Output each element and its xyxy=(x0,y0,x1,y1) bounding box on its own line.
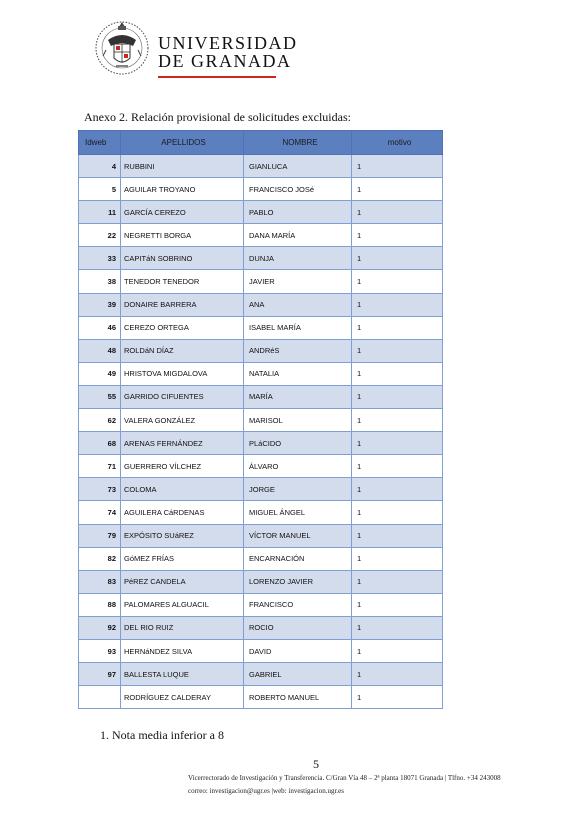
cell-nombre: DANA MARÍA xyxy=(244,224,352,247)
table-row xyxy=(79,432,443,455)
cell-nombre: ANA xyxy=(244,293,352,316)
table-row xyxy=(79,409,443,432)
cell-apellidos: CAPITáN SOBRINO xyxy=(121,247,244,270)
cell-motivo: 1 xyxy=(352,455,443,478)
cell-nombre: ROCIO xyxy=(244,616,352,639)
table-row xyxy=(79,270,443,293)
cell-motivo: 1 xyxy=(352,362,443,385)
cell-idweb: 39 xyxy=(79,293,121,316)
cell-apellidos: PéREZ CANDELA xyxy=(121,570,244,593)
cell-apellidos: AGUILERA CáRDENAS xyxy=(121,501,244,524)
table-row xyxy=(79,616,443,639)
cell-idweb: 97 xyxy=(79,663,121,686)
cell-motivo: 1 xyxy=(352,663,443,686)
cell-apellidos: ARENAS FERNÁNDEZ xyxy=(121,432,244,455)
cell-apellidos: HERNáNDEZ SILVA xyxy=(121,639,244,662)
cell-idweb: 5 xyxy=(79,178,121,201)
cell-apellidos: GARRIDO CIFUENTES xyxy=(121,385,244,408)
cell-nombre: MARISOL xyxy=(244,409,352,432)
cell-apellidos: VALERA GONZÁLEZ xyxy=(121,409,244,432)
cell-motivo: 1 xyxy=(352,524,443,547)
cell-motivo: 1 xyxy=(352,201,443,224)
cell-motivo: 1 xyxy=(352,686,443,709)
cell-nombre: PLáCIDO xyxy=(244,432,352,455)
cell-apellidos: DEL RIO RUIZ xyxy=(121,616,244,639)
cell-apellidos: AGUILAR TROYANO xyxy=(121,178,244,201)
cell-nombre: NATALIA xyxy=(244,362,352,385)
table-row xyxy=(79,593,443,616)
cell-idweb: 48 xyxy=(79,339,121,362)
cell-motivo: 1 xyxy=(352,224,443,247)
university-crest-icon xyxy=(94,16,150,78)
cell-motivo: 1 xyxy=(352,293,443,316)
column-header-idweb: Idweb xyxy=(79,131,121,155)
cell-apellidos: GóMEZ FRÍAS xyxy=(121,547,244,570)
cell-motivo: 1 xyxy=(352,339,443,362)
cell-apellidos: HRISTOVA MIGDALOVA xyxy=(121,362,244,385)
cell-nombre: LORENZO JAVIER xyxy=(244,570,352,593)
cell-idweb: 55 xyxy=(79,385,121,408)
cell-idweb: 82 xyxy=(79,547,121,570)
table-row xyxy=(79,547,443,570)
table-row xyxy=(79,663,443,686)
cell-idweb: 92 xyxy=(79,616,121,639)
university-name xyxy=(158,34,298,70)
table-row xyxy=(79,524,443,547)
cell-apellidos: TENEDOR TENEDOR xyxy=(121,270,244,293)
cell-nombre: GABRIEL xyxy=(244,663,352,686)
cell-nombre: ENCARNACIÓN xyxy=(244,547,352,570)
table-row xyxy=(79,385,443,408)
table-row xyxy=(79,570,443,593)
cell-idweb: 49 xyxy=(79,362,121,385)
cell-idweb: 71 xyxy=(79,455,121,478)
cell-nombre: DAVID xyxy=(244,639,352,662)
table-row xyxy=(79,639,443,662)
cell-nombre: GIANLUCA xyxy=(244,155,352,178)
cell-apellidos: BALLESTA LUQUE xyxy=(121,663,244,686)
cell-nombre: MIGUEL ÁNGEL xyxy=(244,501,352,524)
table-row xyxy=(79,155,443,178)
university-name-line1: UNIVERSIDAD xyxy=(158,33,298,53)
cell-idweb: 33 xyxy=(79,247,121,270)
cell-idweb: 73 xyxy=(79,478,121,501)
column-header-apellidos: APELLIDOS xyxy=(121,131,244,155)
table-row xyxy=(79,362,443,385)
cell-nombre: JORGE xyxy=(244,478,352,501)
annex-title: Anexo 2. Relación provisional de solicitudes excluidas: xyxy=(84,110,351,124)
table-row xyxy=(79,316,443,339)
cell-motivo: 1 xyxy=(352,178,443,201)
cell-motivo: 1 xyxy=(352,478,443,501)
cell-apellidos: NEGRETTI BORGA xyxy=(121,224,244,247)
footnote-reason: 1. Nota media inferior a 8 xyxy=(100,728,224,742)
cell-nombre: VÍCTOR MANUEL xyxy=(244,524,352,547)
cell-apellidos: CEREZO ORTEGA xyxy=(121,316,244,339)
table-row xyxy=(79,455,443,478)
cell-idweb: 22 xyxy=(79,224,121,247)
cell-idweb: 79 xyxy=(79,524,121,547)
cell-motivo: 1 xyxy=(352,155,443,178)
column-header-motivo: motivo xyxy=(352,131,443,155)
cell-idweb: 46 xyxy=(79,316,121,339)
cell-nombre: FRANCISCO JOSé xyxy=(244,178,352,201)
table-row xyxy=(79,247,443,270)
cell-motivo: 1 xyxy=(352,570,443,593)
logo-accent-rule xyxy=(158,76,276,78)
cell-idweb xyxy=(79,686,121,709)
cell-idweb: 68 xyxy=(79,432,121,455)
cell-apellidos: GARCÍA CEREZO xyxy=(121,201,244,224)
cell-nombre: MARÍA xyxy=(244,385,352,408)
column-header-nombre: NOMBRE xyxy=(244,131,352,155)
university-logo xyxy=(94,16,298,82)
cell-idweb: 11 xyxy=(79,201,121,224)
cell-apellidos: ROLDáN DÍAZ xyxy=(121,339,244,362)
cell-apellidos: GUERRERO VÍLCHEZ xyxy=(121,455,244,478)
cell-motivo: 1 xyxy=(352,432,443,455)
page-footer xyxy=(188,772,501,798)
table-row xyxy=(79,686,443,709)
cell-motivo: 1 xyxy=(352,593,443,616)
cell-apellidos: RODRÍGUEZ CALDERAY xyxy=(121,686,244,709)
cell-nombre: PABLO xyxy=(244,201,352,224)
table-row xyxy=(79,339,443,362)
cell-idweb: 93 xyxy=(79,639,121,662)
table-row xyxy=(79,293,443,316)
cell-nombre: DUNJA xyxy=(244,247,352,270)
cell-motivo: 1 xyxy=(352,270,443,293)
cell-nombre: ISABEL MARÍA xyxy=(244,316,352,339)
cell-nombre: ANDRéS xyxy=(244,339,352,362)
cell-motivo: 1 xyxy=(352,616,443,639)
page-number: 5 xyxy=(313,757,319,771)
footer-address: Vicerrectorado de Investigación y Transferencia. C/Gran Vía 48 – 2ª planta 18071 Granada | Tlfno. +34 243008 xyxy=(188,774,501,782)
table-row xyxy=(79,201,443,224)
cell-apellidos: PALOMARES ALGUACIL xyxy=(121,593,244,616)
footer-contact: correo: investigacion@ugr.es |web: investigacion.ugr.es xyxy=(188,787,344,795)
cell-apellidos: RUBBINI xyxy=(121,155,244,178)
table-row xyxy=(79,478,443,501)
table-row xyxy=(79,178,443,201)
cell-nombre: ÁLVARO xyxy=(244,455,352,478)
cell-nombre: JAVIER xyxy=(244,270,352,293)
cell-apellidos: EXPÓSITO SUáREZ xyxy=(121,524,244,547)
cell-apellidos: COLOMA xyxy=(121,478,244,501)
cell-motivo: 1 xyxy=(352,247,443,270)
table-row xyxy=(79,224,443,247)
table-header-row xyxy=(79,131,443,155)
cell-motivo: 1 xyxy=(352,501,443,524)
cell-motivo: 1 xyxy=(352,639,443,662)
cell-idweb: 83 xyxy=(79,570,121,593)
cell-motivo: 1 xyxy=(352,547,443,570)
cell-idweb: 88 xyxy=(79,593,121,616)
cell-idweb: 62 xyxy=(79,409,121,432)
cell-idweb: 74 xyxy=(79,501,121,524)
table-row xyxy=(79,501,443,524)
cell-apellidos: DONAIRE BARRERA xyxy=(121,293,244,316)
cell-nombre: ROBERTO MANUEL xyxy=(244,686,352,709)
cell-idweb: 4 xyxy=(79,155,121,178)
cell-idweb: 38 xyxy=(79,270,121,293)
cell-motivo: 1 xyxy=(352,409,443,432)
cell-nombre: FRANCISCO xyxy=(244,593,352,616)
university-name-line2: DE GRANADA xyxy=(158,51,292,71)
cell-motivo: 1 xyxy=(352,316,443,339)
cell-motivo: 1 xyxy=(352,385,443,408)
excluded-applications-table xyxy=(78,130,443,709)
